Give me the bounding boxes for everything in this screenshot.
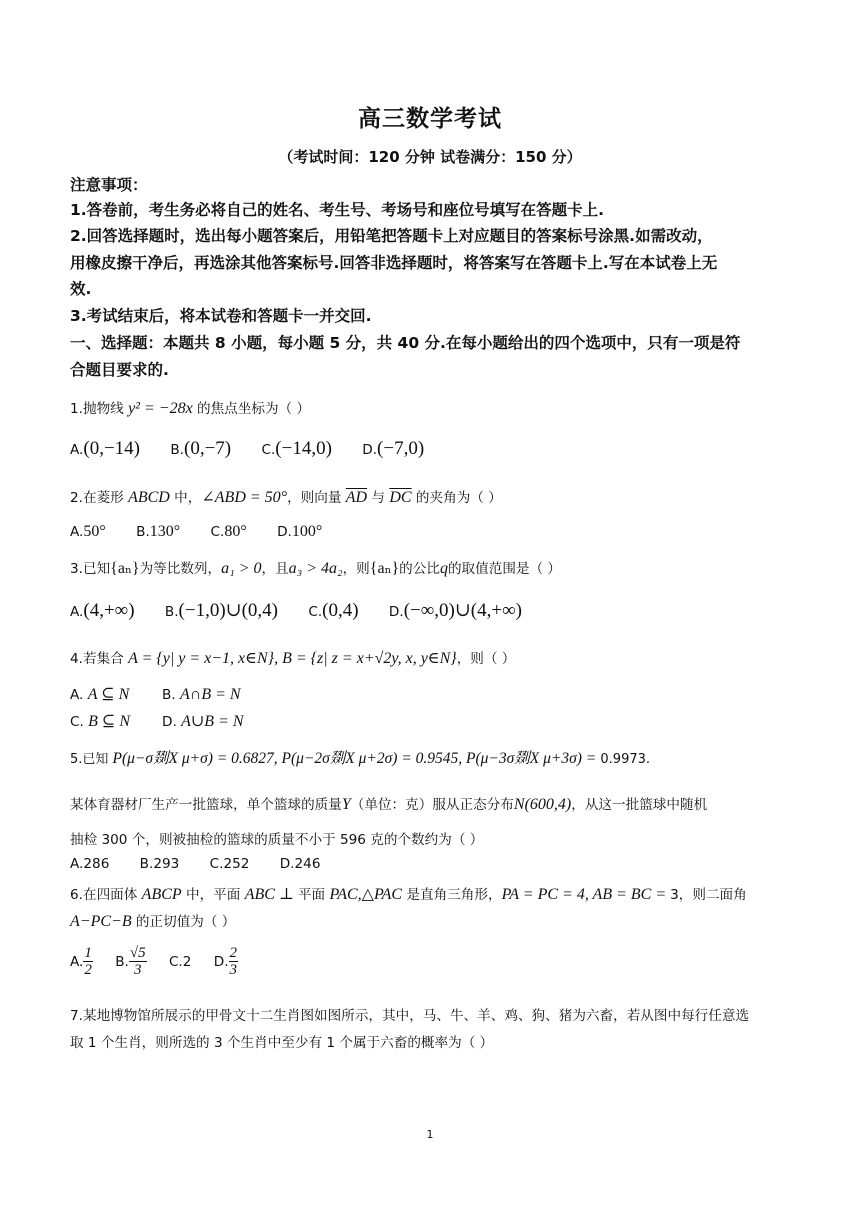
exam-subtitle: （考试时间：120 分钟 试卷满分：150 分） [278, 148, 582, 166]
question-6-line-1: 6.在四面体 ABCP 中，平面 ABC ⊥ 平面 PAC,△PAC 是直角三角形，PA = PC = 4, AB = BC = 3，则二面角 [70, 886, 747, 903]
question-5-line-2: 某体育器材厂生产一批篮球，单个篮球的质量Y（单位：克）服从正态分布N(600,4)，从这一批篮球中随机 [70, 796, 708, 813]
q2-option-c[interactable]: C.80° [210, 523, 247, 540]
page-number: 1 [426, 1128, 434, 1141]
q3-condition-1: a₁ > 0 [221, 560, 262, 577]
q4-expression: A = {y| y = x−1, x∈N}, B = {z| z = x+√2y, x, y∈N} [128, 650, 457, 667]
q6-option-a[interactable]: A. $\frac{1}{2}$ [70, 945, 92, 978]
q2-option-a[interactable]: A.50° [70, 523, 106, 540]
q6-option-c[interactable]: C.2 [168, 953, 192, 970]
question-2 [70, 486, 502, 507]
q1-option-c[interactable]: C.(−14,0) [261, 438, 332, 459]
q4-option-b[interactable]: B. A∩B = N [162, 686, 241, 703]
q3-option-d[interactable]: D.(−∞,0)∪(4,+∞) [388, 600, 522, 621]
q5-option-c[interactable]: C.252 [209, 856, 250, 872]
q2-shape: ABCD [128, 489, 170, 506]
q3-option-c[interactable]: C.(0,4) [308, 600, 359, 621]
q4-option-d[interactable]: D. A∪B = N [162, 713, 244, 730]
q5-option-a[interactable]: A.286 [70, 856, 110, 872]
q1-suffix: 的焦点坐标为（ ） [192, 401, 311, 417]
q3-condition-2: a₃ > 4a₂ [288, 560, 343, 577]
q4-options-row-2 [70, 711, 244, 731]
q4-option-c[interactable]: C. B ⊆ N [70, 713, 131, 730]
q2-vector-dc: $\overline{DC}$ [389, 489, 412, 506]
q2-prefix: 2.在菱形 [70, 490, 129, 506]
q4-option-a[interactable]: A. A ⊆ N [70, 686, 130, 703]
notice-item-3: 3.考试结束后，将本试卷和答题卡一并交回. [70, 307, 372, 325]
q1-option-b[interactable]: B.(0,−7) [170, 438, 232, 459]
q5-option-b[interactable]: B.293 [139, 856, 180, 872]
q2-options [70, 523, 348, 541]
section-1-heading-line-2: 合题目要求的. [70, 361, 169, 379]
q6-option-b[interactable]: B. $\frac{√5}{3}$ [115, 945, 146, 978]
q5-options [70, 856, 346, 872]
q3-ratio-symbol: q [439, 560, 448, 577]
notice-item-1: 1.答卷前，考生务必将自己的姓名、考生号、考场号和座位号填写在答题卡上. [70, 201, 605, 219]
q6-options [70, 945, 238, 978]
question-7-line-1: 7.某地博物馆所展示的甲骨文十二生肖图如图所示，其中，马、牛、羊、鸡、狗、猪为六畜，若从图中每行任意选 [70, 1008, 750, 1024]
q2-option-b[interactable]: B.130° [136, 523, 181, 540]
question-5-line-1: 5.已知 P(μ−σ剟X μ+σ) = 0.6827, P(μ−2σ剟X μ+2σ) = 0.9545, P(μ−3σ剟X μ+3σ) = 0.9973. [70, 750, 651, 767]
notice-heading: 注意事项： [70, 176, 148, 194]
q6-option-d-fraction: $\frac{2}{3}$ [229, 945, 238, 978]
q6-option-d[interactable]: D. $\frac{2}{3}$ [213, 945, 238, 978]
q3-options [70, 599, 548, 622]
q3-sequence: {aₙ} [110, 560, 140, 577]
q4-suffix: ，则（ ） [456, 651, 516, 667]
q6-dihedral-angle: A−PC−B [70, 913, 132, 930]
question-1 [70, 397, 310, 418]
q1-expression: y² = −28x [128, 400, 193, 417]
q5-probability-expression: P(μ−σ剟X μ+σ) = 0.6827, P(μ−2σ剟X μ+2σ) = 0.9545, P(μ−3σ剟X μ+3σ) = [112, 750, 597, 767]
q4-options-row-1 [70, 684, 241, 704]
section-1-heading-line-1: 一、选择题：本题共 8 小题，每小题 5 分，共 40 分.在每小题给出的四个选项中，只有一项是符 [70, 334, 741, 352]
q2-option-d[interactable]: D.100° [277, 523, 323, 540]
question-3: 3.已知{aₙ}为等比数列，a₁ > 0，且a₃ > 4a₂，则{aₙ}的公比q的取值范围是（ ） [70, 560, 562, 577]
notice-item-2-line-1: 2.回答选择题时，选出每小题答案后，用铅笔把答题卡上对应题目的答案标号涂黑.如需改动， [70, 227, 713, 245]
notice-item-2-line-3: 效. [70, 280, 92, 298]
q2-text-3: 与 [367, 490, 390, 506]
q6-option-b-fraction: $\frac{√5}{3}$ [129, 945, 146, 978]
q2-vector-ad: $\overline{AD}$ [345, 489, 368, 506]
q4-prefix: 4.若集合 [70, 651, 129, 667]
q2-angle: ∠ABD = 50° [201, 489, 288, 506]
q2-suffix: 的夹角为（ ） [411, 490, 502, 506]
question-4 [70, 647, 515, 668]
q1-option-d[interactable]: D.(−7,0) [362, 438, 425, 459]
q2-text-1: 中， [169, 490, 202, 506]
q6-option-a-fraction: $\frac{1}{2}$ [84, 945, 92, 978]
q1-options [70, 438, 450, 460]
q2-text-2: ，则向量 [287, 490, 346, 506]
q3-option-b[interactable]: B.(−1,0)∪(0,4) [164, 600, 278, 621]
q5-option-d[interactable]: D.246 [279, 856, 321, 872]
q3-option-a[interactable]: A.(4,+∞) [70, 600, 135, 621]
page-title: 高三数学考试 [358, 106, 502, 132]
q5-distribution: N(600,4) [513, 796, 572, 813]
question-5-line-3: 抽检 300 个，则被抽检的篮球的质量不小于 596 克的个数约为（ ） [70, 832, 484, 848]
notice-item-2-line-2: 用橡皮擦干净后，再选涂其他答案标号.回答非选择题时，将答案写在答题卡上.写在本试卷上无 [70, 254, 718, 272]
q1-option-a[interactable]: A.(0,−14) [70, 438, 141, 459]
q1-prefix: 1.抛物线 [70, 401, 129, 417]
question-6-line-2: A−PC−B 的正切值为（ ） [70, 913, 236, 930]
question-7-line-2: 取 1 个生肖，则所选的 3 个生肖中至少有 1 个属于六畜的概率为（ ） [70, 1035, 494, 1051]
